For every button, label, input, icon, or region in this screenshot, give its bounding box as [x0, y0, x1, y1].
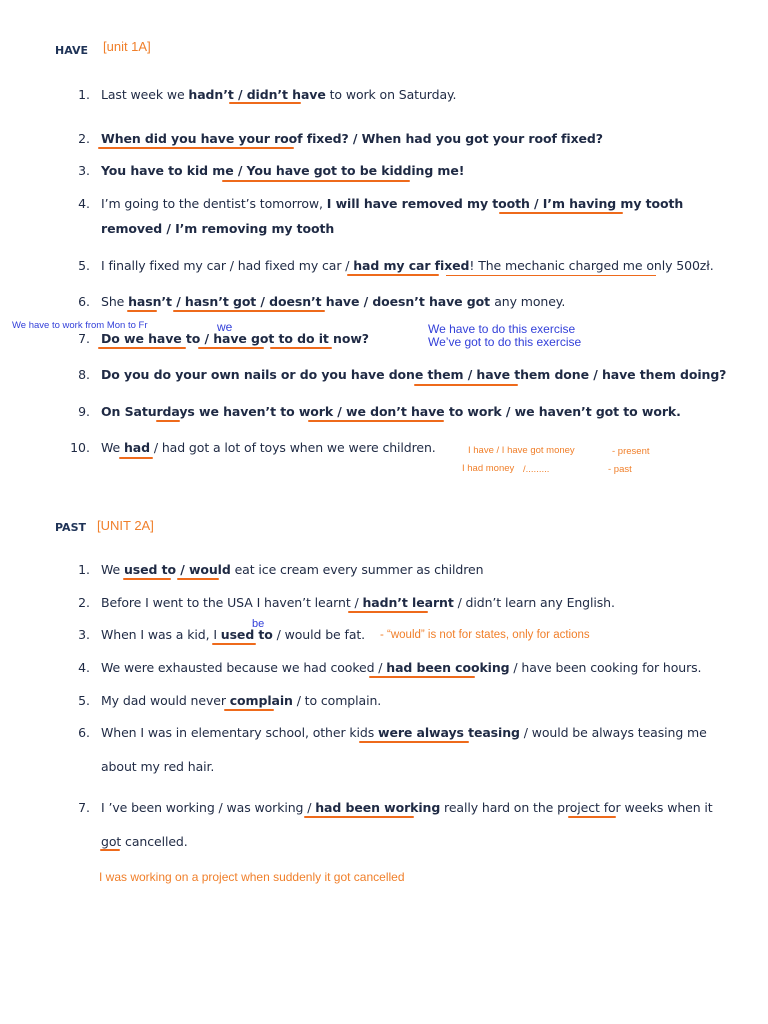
handwritten-note: /.........	[523, 464, 550, 475]
section-heading-past: PAST	[55, 521, 86, 534]
item-number: 8.	[78, 367, 90, 382]
answer-underline	[198, 347, 264, 349]
answer-underline	[568, 816, 616, 818]
answer-underline	[156, 420, 180, 422]
item-number: 7.	[78, 331, 90, 346]
answer-underline	[222, 180, 410, 182]
handwritten-note: - “would” is not for states, only for actions	[380, 629, 590, 641]
past-item-4: We were exhausted because we had cooked / had been cooking / have been cooking for hours.	[101, 660, 702, 675]
answer-underline	[100, 849, 120, 851]
answer-underline	[123, 578, 171, 580]
have-item-2: When did you have your roof fixed? / When had you got your roof fixed?	[101, 131, 603, 146]
answer-underline	[414, 384, 518, 386]
handwritten-note: - past	[608, 464, 632, 475]
unit-label-past: [UNIT 2A]	[97, 518, 154, 533]
item-number: 2.	[78, 131, 90, 146]
answer-underline	[224, 709, 274, 711]
answer-underline	[499, 212, 623, 214]
answer-underline	[308, 420, 444, 422]
handwritten-note: We have to work from Mon to Fr	[12, 320, 148, 331]
item-number: 1.	[78, 87, 90, 102]
answer-underline	[359, 741, 469, 743]
have-item-6: She hasn’t / hasn’t got / doesn’t have / doesn’t have got any money.	[101, 294, 566, 309]
past-item-5: My dad would never complain / to complain.	[101, 693, 382, 708]
item-number: 2.	[78, 595, 90, 610]
answer-underline	[127, 310, 157, 312]
have-item-5: I finally fixed my car / had fixed my car / had my car fixed! The mechanic charged me only 500zł.	[101, 258, 714, 273]
answer-underline	[347, 274, 439, 276]
have-item-3: You have to kid me / You have got to be kidding me!	[101, 163, 465, 178]
item-number: 4.	[78, 196, 90, 211]
note-underline	[446, 275, 656, 276]
section-heading-have: HAVE	[55, 44, 88, 57]
item-number: 5.	[78, 258, 90, 273]
past-item-7-line2: got cancelled.	[101, 834, 188, 849]
answer-underline	[369, 676, 475, 678]
have-item-10: We had / had got a lot of toys when we were children.	[101, 440, 436, 455]
answer-underline	[304, 816, 414, 818]
past-item-1: We used to / would eat ice cream every summer as children	[101, 562, 484, 577]
handwritten-note: be	[252, 618, 265, 630]
answer-underline	[348, 611, 428, 613]
item-number: 6.	[78, 294, 90, 309]
answer-underline	[98, 347, 186, 349]
item-number: 1.	[78, 562, 90, 577]
handwritten-note: I have / I have got money	[468, 445, 575, 456]
handwritten-note: we	[217, 320, 233, 334]
item-number: 3.	[78, 627, 90, 642]
have-item-8: Do you do your own nails or do you have done them / have them done / have them doing?	[101, 367, 727, 382]
have-item-9: On Saturdays we haven’t to work / we don’t have to work / we haven’t got to work.	[101, 404, 681, 419]
unit-label-have: [unit 1A]	[103, 39, 151, 54]
answer-underline	[119, 457, 153, 459]
have-item-4-line2: removed / I’m removing my tooth	[101, 221, 335, 236]
answer-underline	[270, 347, 332, 349]
have-item-1: Last week we hadn’t / didn’t have to work on Saturday.	[101, 87, 457, 102]
item-number: 10.	[70, 440, 90, 455]
handwritten-note: I was working on a project when suddenly it got cancelled	[99, 870, 405, 884]
handwritten-note: We have to do this exercise	[428, 322, 576, 336]
past-item-2: Before I went to the USA I haven’t learnt / hadn’t learnt / didn’t learn any English.	[101, 595, 615, 610]
answer-underline	[98, 147, 294, 149]
answer-underline	[177, 578, 219, 580]
answer-underline	[212, 643, 256, 645]
past-item-6-line1: When I was in elementary school, other kids were always teasing / would be always teasing me	[101, 725, 707, 740]
have-item-7: Do we have to / have got to do it now?	[101, 331, 369, 346]
past-item-6-line2: about my red hair.	[101, 759, 215, 774]
handwritten-note: I had money	[462, 463, 515, 474]
answer-underline	[173, 310, 325, 312]
item-number: 7.	[78, 800, 90, 815]
handwritten-note: We’ve got to do this exercise	[428, 335, 582, 349]
item-number: 9.	[78, 404, 90, 419]
past-item-7-line1: I ’ve been working / was working / had been working really hard on the project for weeks when it	[101, 800, 713, 815]
item-number: 6.	[78, 725, 90, 740]
past-item-3: When I was a kid, I used to / would be fat.	[101, 627, 366, 642]
item-number: 3.	[78, 163, 90, 178]
item-number: 4.	[78, 660, 90, 675]
item-number: 5.	[78, 693, 90, 708]
handwritten-note: - present	[612, 446, 650, 457]
answer-underline	[229, 102, 301, 104]
have-item-4-line1: I’m going to the dentist’s tomorrow, I will have removed my tooth / I’m having my tooth	[101, 196, 684, 211]
